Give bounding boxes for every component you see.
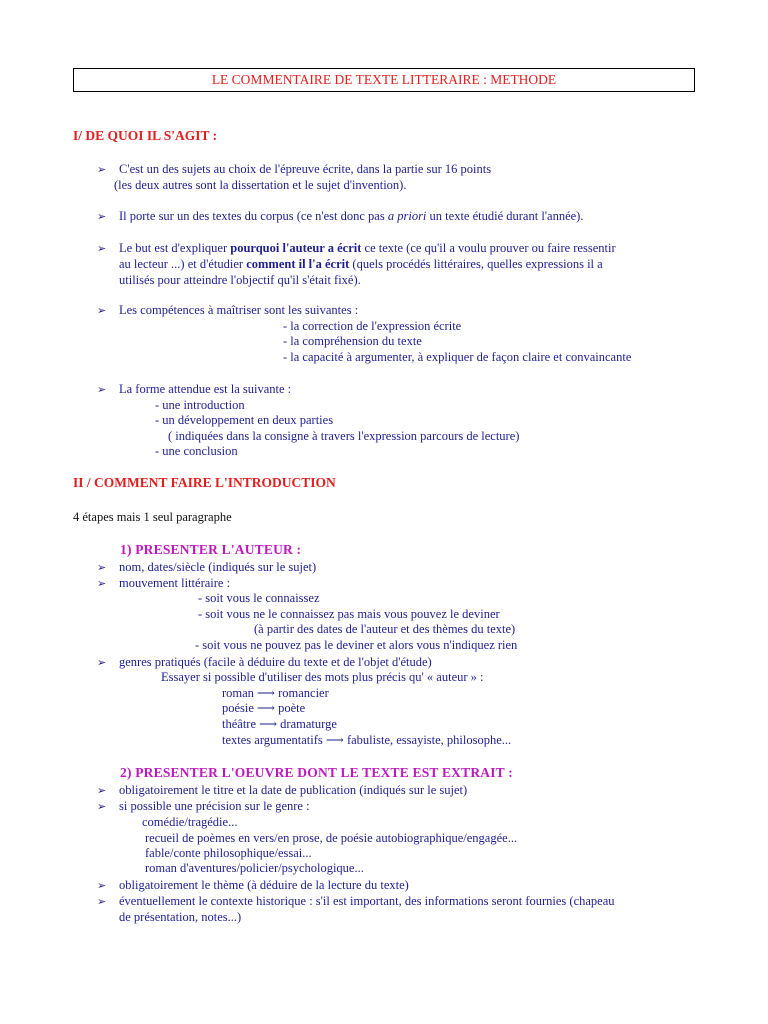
s1-bullet-1-line-1: C'est un des sujets au choix de l'épreuve écrite, dans la partie sur 16 points	[119, 162, 492, 176]
s1-bullet-1-line-2: (les deux autres sont la dissertation et le sujet d'invention).	[114, 178, 407, 192]
s1-bullet-3-line-1: Le but est d'expliquer pourquoi l'auteur a écrit ce texte (ce qu'il a voulu prouver ou faire ressentir	[119, 241, 616, 255]
arrow-bullet-icon: ➢	[97, 163, 107, 176]
arrow-bullet-icon: ➢	[97, 242, 107, 255]
genre-example: théâtre ⟶ dramaturge	[222, 717, 337, 731]
arrow-bullet-icon: ➢	[97, 210, 107, 223]
arrow-bullet-icon: ➢	[97, 304, 107, 317]
arrow-bullet-icon: ➢	[97, 561, 107, 574]
movement-item: (à partir des dates de l'auteur et des thèmes du texte)	[254, 622, 516, 636]
author-bullet-3: genres pratiqués (facile à déduire du texte et de l'objet d'étude)	[119, 655, 432, 669]
genre-example: poésie ⟶ poète	[222, 701, 306, 715]
competence-item: - la compréhension du texte	[283, 334, 422, 348]
work-genre-item: roman d'aventures/policier/psychologique...	[145, 861, 364, 875]
s1-bullet-3-line-3: utilisés pour atteindre l'objectif qu'il s'était fixé).	[119, 273, 361, 287]
author-bullet-2: mouvement littéraire :	[119, 576, 231, 590]
section-2-intro: 4 étapes mais 1 seul paragraphe	[73, 510, 232, 524]
arrow-bullet-icon: ➢	[97, 577, 107, 590]
s1-bullet-5: La forme attendue est la suivante :	[119, 382, 292, 396]
form-item: ( indiquées dans la consigne à travers l'expression parcours de lecture)	[168, 429, 520, 443]
s1-bullet-3-line-2: au lecteur ...) et d'étudier comment il l'a écrit (quels procédés littéraires, quelles expressions il a	[119, 257, 603, 271]
genre-example: roman ⟶ romancier	[222, 686, 329, 700]
section-2-heading: II / COMMENT FAIRE L'INTRODUCTION	[73, 475, 336, 490]
form-item: - un développement en deux parties	[155, 413, 334, 427]
work-bullet-4-line-1: éventuellement le contexte historique : s'il est important, des informations seront fournies (chapeau	[119, 894, 615, 908]
s1-bullet-2: Il porte sur un des textes du corpus (ce n'est donc pas a priori un texte étudié durant l'année).	[119, 209, 584, 223]
section-1-heading: I/ DE QUOI IL S'AGIT :	[73, 128, 218, 143]
arrow-bullet-icon: ➢	[97, 879, 107, 892]
genre-example: textes argumentatifs ⟶ fabuliste, essayiste, philosophe...	[222, 733, 512, 747]
work-bullet-3: obligatoirement le thème (à déduire de la lecture du texte)	[119, 878, 409, 892]
movement-item: - soit vous ne pouvez pas le deviner et alors vous n'indiquez rien	[195, 638, 518, 652]
author-bullet-1: nom, dates/siècle (indiqués sur le sujet)	[119, 560, 317, 574]
work-bullet-2: si possible une précision sur le genre :	[119, 799, 310, 813]
work-bullet-4-line-2: de présentation, notes...)	[119, 910, 242, 924]
arrow-bullet-icon: ➢	[97, 383, 107, 396]
work-genre-item: comédie/tragédie...	[142, 815, 238, 829]
s1-bullet-4: Les compétences à maîtriser sont les suivantes :	[119, 303, 359, 317]
work-genre-item: fable/conte philosophique/essai...	[145, 846, 312, 860]
arrow-bullet-icon: ➢	[97, 895, 107, 908]
form-item: - une introduction	[155, 398, 245, 412]
subsection-1-heading: 1) PRESENTER L'AUTEUR :	[120, 542, 302, 557]
work-bullet-1: obligatoirement le titre et la date de publication (indiqués sur le sujet)	[119, 783, 468, 797]
work-genre-item: recueil de poèmes en vers/en prose, de poésie autobiographique/engagée...	[145, 831, 518, 845]
genre-advice: Essayer si possible d'utiliser des mots plus précis qu' « auteur » :	[161, 670, 484, 684]
competence-item: - la capacité à argumenter, à expliquer de façon claire et convaincante	[283, 350, 632, 364]
form-item: - une conclusion	[155, 444, 238, 458]
arrow-bullet-icon: ➢	[97, 656, 107, 669]
document-title: LE COMMENTAIRE DE TEXTE LITTERAIRE : METHODE	[73, 68, 695, 92]
movement-item: - soit vous le connaissez	[198, 591, 320, 605]
arrow-bullet-icon: ➢	[97, 784, 107, 797]
competence-item: - la correction de l'expression écrite	[283, 319, 462, 333]
subsection-2-heading: 2) PRESENTER L'OEUVRE DONT LE TEXTE EST EXTRAIT :	[120, 765, 513, 780]
movement-item: - soit vous ne le connaissez pas mais vous pouvez le deviner	[198, 607, 500, 621]
arrow-bullet-icon: ➢	[97, 800, 107, 813]
